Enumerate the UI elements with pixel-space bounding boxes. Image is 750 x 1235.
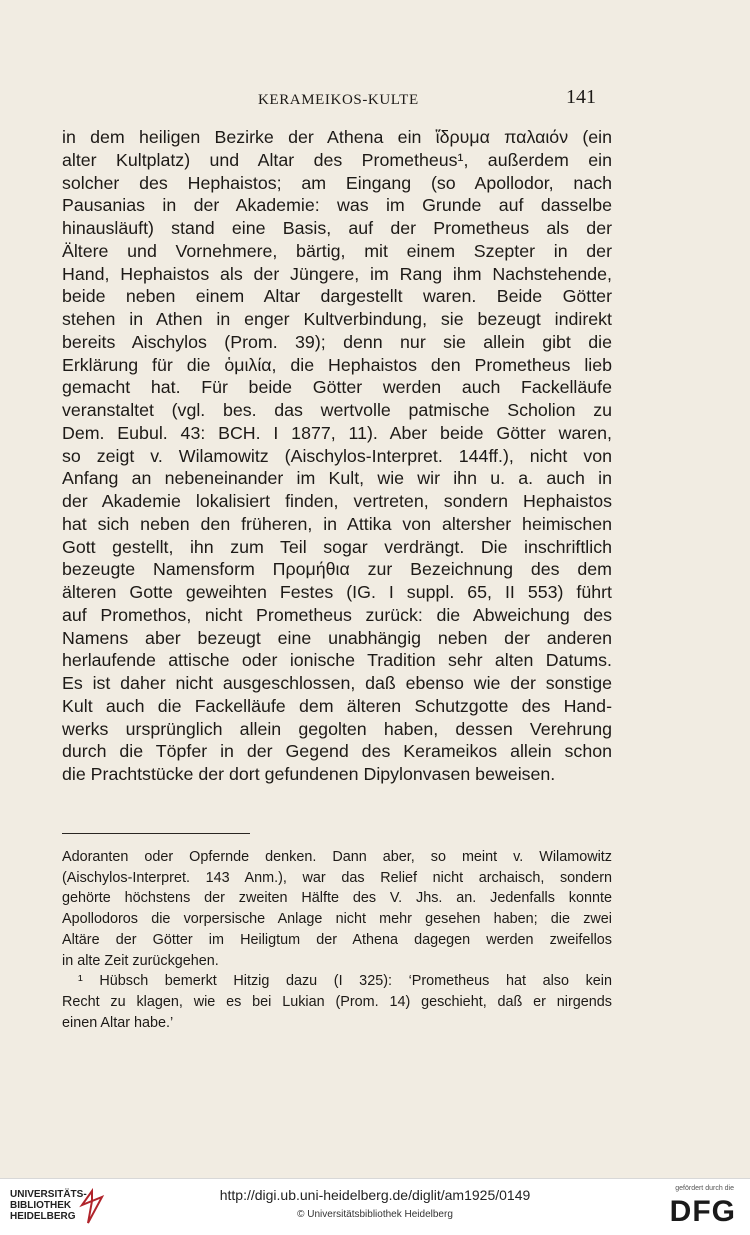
footnote-line: Adoranten oder Opfernde denken. Dann aber, so meint v. Wilamowitz [62, 849, 612, 865]
text-line: Gott gestellt, ihn zum Teil sogar verdrängt. Die inschriftlich [62, 536, 612, 557]
text-line: älteren Gotte geweihten Festes (IG. I suppl. 65, II 553) führt [62, 582, 612, 602]
text-line: Dem. Eubul. 43: BCH. I 1877, 11). Aber beide Götter waren, [62, 422, 612, 443]
library-name-line: BIBLIOTHEK [10, 1200, 72, 1211]
text-line: Ältere und Vornehmere, bärtig, mit einem Szepter in der [62, 240, 612, 261]
text-line: Anfang an nebeneinander im Kult, wie wir ihn u. a. auch in [62, 468, 612, 489]
text-line: herlaufende attische oder ionische Tradition sehr alten Datums. [62, 650, 612, 671]
text-line: in dem heiligen Bezirke der Athena ein ἵδρυμα παλαιόν (ein [62, 127, 612, 147]
footnote-line: Altäre der Götter im Heiligtum der Athena dagegen werden zweifellos [62, 931, 612, 948]
footnote-line: Apollodoros die vorpersische Anlage nicht mehr gesehen haben; die zwei [62, 911, 612, 928]
library-name-line: HEIDELBERG [10, 1211, 76, 1222]
text-line: der Akademie lokalisiert finden, vertreten, sondern Hephaistos [62, 491, 612, 511]
text-line: Hand, Hephaistos als der Jüngere, im Rang ihm Nachstehende, [62, 263, 612, 284]
text-line: hinausläuft) stand eine Basis, auf der Prometheus als der [62, 218, 612, 238]
permalink-url[interactable]: http://digi.ub.uni-heidelberg.de/diglit/am1925/0149 [219, 1187, 531, 1203]
main-text [62, 126, 612, 786]
text-line: veranstaltet (vgl. bes. das wertvolle patmische Scholion zu [62, 400, 612, 420]
page-number: 141 [566, 86, 596, 108]
text-line: hat sich neben den früheren, in Attika von altersher heimischen [62, 513, 612, 534]
text-line: beide neben einem Altar dargestellt waren. Beide Götter [62, 286, 612, 307]
text-line: solcher des Hephaistos; am Eingang (so Apollodor, nach [62, 172, 612, 193]
text-line: Es ist daher nicht ausgeschlossen, daß ebenso wie der sonstige [62, 673, 612, 693]
text-line: bereits Aischylos (Prom. 39); denn nur sie allein gibt die [62, 331, 612, 352]
footnote-rule [62, 833, 250, 834]
text-line: bezeugte Namensform Προμήθια zur Bezeichnung des dem [62, 559, 612, 580]
text-line: stehen in Athen in enger Kultverbindung, sie bezeugt indirekt [62, 309, 612, 329]
footnotes [62, 847, 612, 1033]
footnote-line: (Aischylos-Interpret. 143 Anm.), war das Relief nicht archaisch, sondern [62, 869, 612, 886]
digitization-footer [0, 1178, 750, 1235]
text-line: so zeigt v. Wilamowitz (Aischylos-Interpret. 144ff.), nicht von [62, 445, 612, 466]
footnote-1-line: ¹ Hübsch bemerkt Hitzig dazu (I 325): ‘Prometheus hat also kein [78, 973, 612, 990]
text-line: Namens aber bezeugt eine unabhängig neben der anderen [62, 627, 612, 648]
footnote-line: gehörte höchstens der zweiten Hälfte des V. Jhs. an. Jedenfalls konnte [62, 890, 612, 907]
text-line: Pausanias in der Akademie: was im Grunde auf dasselbe [62, 195, 612, 216]
footnote-line: in alte Zeit zurückgehen. [62, 952, 219, 969]
text-line: auf Promethos, nicht Prometheus zurück: die Abweichung des [62, 604, 612, 625]
text-line: werks ursprünglich allein gegolten haben, dessen Verehrung [62, 718, 612, 739]
text-line: die Prachtstücke der dort gefundenen Dipylonvasen beweisen. [62, 764, 556, 784]
running-head: KERAMEIKOS-KULTE [258, 92, 419, 108]
footnote-1-line: einen Altar habe.’ [62, 1014, 174, 1031]
copyright-notice: © Universitätsbibliothek Heidelberg [297, 1209, 453, 1220]
text-line: Kult auch die Fackelläufe dem älteren Schutzgotte des Hand- [62, 695, 612, 716]
text-line: Erklärung für die ὁμιλία, die Hephaistos den Prometheus lieb [62, 354, 612, 375]
dfg-logo[interactable]: DFG [669, 1195, 736, 1228]
text-line: durch die Töpfer in der Gegend des Kerameikos allein schon [62, 741, 612, 762]
text-line: gemacht hat. Für beide Götter werden auch Fackelläufe [62, 377, 612, 398]
library-name-line: UNIVERSITÄTS- [10, 1189, 87, 1200]
funder-label: gefördert durch die [675, 1185, 734, 1192]
text-line: alter Kultplatz) und Altar des Prometheus¹, außerdem ein [62, 149, 612, 170]
footnote-1-line: Recht zu klagen, wie es bei Lukian (Prom. 14) geschieht, daß er nirgends [62, 993, 612, 1010]
